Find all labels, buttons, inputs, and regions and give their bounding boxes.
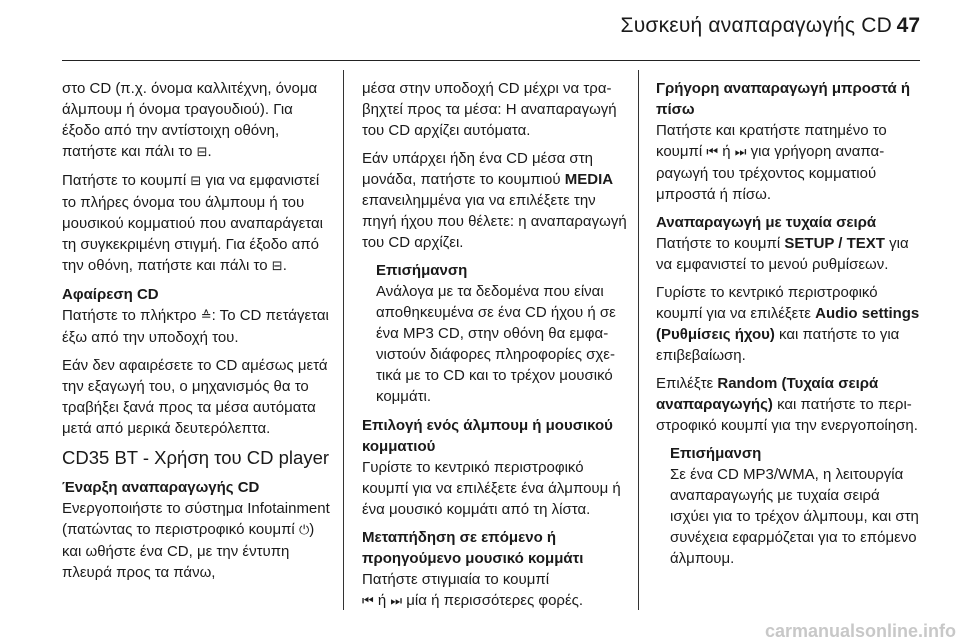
page-number: 47	[896, 14, 920, 37]
next-track-icon: ⏭	[390, 594, 403, 609]
watermark: carmanualsonline.info	[716, 620, 960, 642]
eject-icon: ≙	[200, 309, 212, 324]
random-option-label: Random (Τυχαία σειρά αναπαραγωγής)	[656, 375, 879, 413]
paragraph: στο CD (π.χ. όνομα καλλιτέχνη, όνομα άλμπουμ ή όνομα τραγουδιού). Για έξοδο από την αντίστοιχη οθόνη, πατήστε και πάλι το ⊟.	[62, 80, 318, 160]
paragraph: Εάν υπάρχει ήδη ένα CD μέσα στη μονάδα, πατήστε το κουμπιού MEDIA επανειλημμένα για να επιλέξετε την πηγή ήχου που θέλετε: η αναπαραγωγή του CD αρχίζει.	[362, 150, 627, 251]
paragraph: Πατήστε το κουμπί ⊟ για να εμφανιστεί το πλήρες όνομα του άλμπουμ ή του μουσικού κομματιού που αναπαράγεται τη συγκεκριμένη στιγμή. Για έξοδο από την οθόνη, πατήστε και πάλι το ⊟.	[62, 172, 324, 274]
paragraph: μέσα στην υποδοχή CD μέχρι να τραβηχτεί προς τα μέσα: Η αναπαραγωγή του CD αρχίζει αυτόματα.	[362, 80, 617, 139]
info-icon: ⊟	[196, 145, 208, 160]
skip-track-heading: Μεταπήδηση σε επόμενο ή προηγούμενο μουσικό κομμάτι	[362, 529, 584, 567]
column-divider-1	[343, 70, 344, 610]
page-header	[0, 0, 960, 62]
select-track-heading: Επιλογή ενός άλμπουμ ή μουσικού κομματιού	[362, 417, 613, 455]
paragraph: Πατήστε στιγμιαία το κουμπί ⏮ ή ⏭ μία ή περισσότερες φορές.	[362, 571, 584, 609]
media-button-label: MEDIA	[564, 171, 614, 188]
column-2	[362, 78, 630, 619]
menu-icon: ⊟	[271, 259, 283, 274]
fast-forward-heading: Γρήγορη αναπαραγωγή μπροστά ή πίσω	[656, 80, 911, 118]
remove-cd-heading: Αφαίρεση CD	[62, 286, 159, 303]
paragraph: Πατήστε το κουμπί SETUP / TEXT για να εμφανιστεί το μενού ρυθμίσεων.	[656, 235, 909, 273]
paragraph: Γυρίστε το κεντρικό περιστροφικό κουμπί για να επιλέξετε Audio settings (Ρυθμίσεις ήχου) και πατήστε το για επιβεβαίωση.	[656, 284, 920, 364]
column-divider-2	[638, 70, 639, 610]
paragraph: Πατήστε το πλήκτρο ≙: Το CD πετάγεται έξω από την υποδοχή του.	[62, 307, 329, 346]
header-divider	[62, 60, 920, 61]
setup-text-button-label: SETUP / TEXT	[784, 235, 885, 252]
section-title: CD35 BT - Χρήση του CD player	[62, 447, 330, 468]
previous-track-icon: ⏮	[706, 145, 719, 160]
start-playback-heading: Έναρξη αναπαραγωγής CD	[62, 479, 260, 496]
note-title: Επισήμανση	[376, 262, 468, 279]
paragraph: Πατήστε και κρατήστε πατημένο το κουμπί ⏮ ή ⏭ για γρήγορη αναπαραγωγή του τρέχοντος κομματιού μπροστά ή πίσω.	[656, 122, 887, 203]
paragraph: Εάν δεν αφαιρέσετε το CD αμέσως μετά την εξαγωγή του, ο μηχανισμός θα το τραβήξει ξανά προς τα μέσα αυτόματα μετά από μερικά δευτερόλεπτα.	[62, 357, 328, 437]
paragraph: Γυρίστε το κεντρικό περιστροφικό κουμπί για να επιλέξετε ένα άλμπουμ ή ένα μουσικό κομμάτι από τη λίστα.	[362, 459, 621, 518]
note-box	[362, 260, 630, 407]
paragraph: Επιλέξτε Random (Τυχαία σειρά αναπαραγωγής) και πατήστε το περιστροφικό κουμπί για την ενεργοποίηση.	[656, 375, 918, 434]
power-icon: ⏻	[298, 523, 310, 538]
column-3	[656, 78, 922, 577]
note-text: Σε ένα CD MP3/WMA, η λειτουργία αναπαραγωγής με τυχαία σειρά ισχύει για το τρέχον άλμπουμ, και στη συνέχεια εφαρμόζεται για το επόμενο άλμπουμ.	[670, 466, 919, 567]
previous-track-icon: ⏮	[362, 594, 374, 609]
column-1	[62, 78, 330, 590]
note-box	[656, 443, 922, 569]
menu-icon: ⊟	[190, 174, 202, 189]
paragraph: Ενεργοποιήστε το σύστημα Infotainment (πατώντας το περιστροφικό κουμπί ⏻) και ωθήστε ένα CD, με την έντυπη πλευρά προς τα πάνω,	[62, 500, 330, 581]
next-track-icon: ⏭	[734, 145, 747, 160]
audio-settings-label: Audio settings (Ρυθμίσεις ήχου)	[656, 305, 920, 343]
random-playback-heading: Αναπαραγωγή με τυχαία σειρά	[656, 214, 877, 231]
note-title: Επισήμανση	[670, 445, 762, 462]
note-text: Ανάλογα με τα δεδομένα που είναι αποθηκευμένα σε ένα CD ήχου ή σε ένα MP3 CD, στην οθόνη θα εμφανιστούν διάφορες πληροφορίες σχετικά με το CD και το τρέχον μουσικό κομμάτι.	[376, 283, 616, 405]
page-title: Συσκευή αναπαραγωγής CD	[620, 14, 892, 37]
